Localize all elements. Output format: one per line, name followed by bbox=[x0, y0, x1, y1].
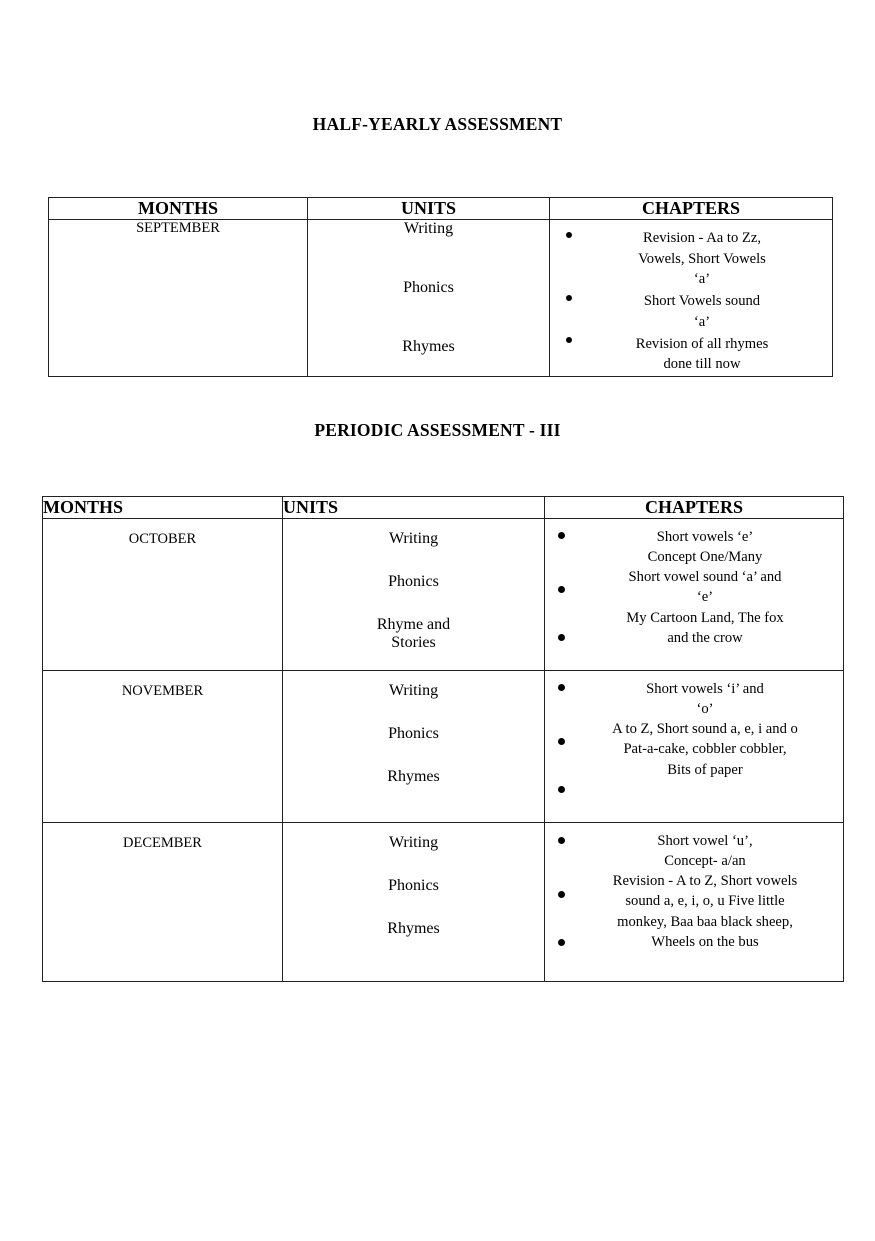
chapter-line: Short vowel ‘u’, bbox=[657, 833, 753, 849]
bullet-icon bbox=[566, 337, 572, 343]
chapter-line: ‘o’ bbox=[696, 701, 714, 718]
unit-item-line: Stories bbox=[391, 634, 436, 651]
chapters-text bbox=[545, 671, 843, 780]
chapter-line: Short Vowels sound bbox=[643, 293, 761, 310]
chapters-cell bbox=[545, 671, 844, 823]
bullet-icon bbox=[558, 939, 565, 946]
column-header-months: MONTHS bbox=[43, 497, 283, 519]
chapter-line: done till now bbox=[663, 356, 741, 373]
chapter-line: Concept- a/an bbox=[664, 853, 746, 870]
bullet-icon bbox=[558, 532, 565, 539]
units-cell bbox=[283, 671, 545, 823]
bullet-gutter bbox=[545, 671, 579, 822]
section-title-half-yearly: HALF-YEARLY ASSESSMENT bbox=[312, 114, 563, 134]
chapter-list-item bbox=[560, 334, 826, 375]
chapter-line: Short vowels ‘e’ bbox=[656, 529, 754, 545]
chapters-list bbox=[550, 220, 832, 375]
chapter-line: Revision - Aa to Zz, bbox=[643, 230, 761, 246]
month-cell: OCTOBER bbox=[43, 519, 283, 671]
units-cell bbox=[308, 220, 550, 377]
bullet-icon bbox=[558, 786, 565, 793]
bullet-gutter bbox=[545, 519, 579, 670]
bullet-icon bbox=[558, 634, 565, 641]
half-yearly-assessment-table bbox=[48, 197, 833, 377]
column-header-months: MONTHS bbox=[49, 198, 308, 220]
chapter-line: ‘a’ bbox=[693, 313, 711, 330]
unit-item: Rhymes bbox=[402, 338, 455, 355]
bullet-icon bbox=[558, 837, 565, 844]
chapter-line: Wheels on the bus bbox=[651, 933, 759, 950]
chapters-text bbox=[545, 519, 843, 648]
table-row bbox=[49, 220, 833, 377]
bullet-icon bbox=[566, 232, 572, 238]
chapter-line: Vowels, Short Vowels bbox=[638, 250, 766, 267]
column-header-units: UNITS bbox=[308, 198, 550, 220]
chapter-line: ‘a’ bbox=[693, 271, 711, 288]
chapters-cell bbox=[545, 823, 844, 982]
unit-item bbox=[283, 616, 544, 652]
chapter-line: ‘e’ bbox=[696, 589, 714, 606]
chapter-line: My Cartoon Land, The fox bbox=[626, 609, 784, 626]
unit-item: Writing bbox=[388, 834, 439, 851]
unit-item: Writing bbox=[388, 530, 439, 547]
chapters-content bbox=[545, 823, 843, 981]
chapter-line: Short vowels ‘i’ and bbox=[646, 681, 764, 697]
column-header-chapters: CHAPTERS bbox=[545, 497, 844, 519]
table-row bbox=[43, 519, 844, 671]
month-cell: DECEMBER bbox=[43, 823, 283, 982]
chapters-content bbox=[545, 671, 843, 822]
chapter-list-item bbox=[560, 291, 826, 332]
units-cell bbox=[283, 519, 545, 671]
bullet-icon bbox=[566, 295, 572, 301]
unit-item: Writing bbox=[403, 220, 454, 237]
chapter-line: A to Z, Short sound a, e, i and o bbox=[612, 721, 798, 738]
table-row bbox=[43, 671, 844, 823]
bullet-icon bbox=[558, 891, 565, 898]
chapter-line: sound a, e, i, o, u Five little bbox=[625, 893, 785, 910]
unit-item: Rhymes bbox=[387, 768, 440, 785]
month-cell: NOVEMBER bbox=[43, 671, 283, 823]
column-header-units: UNITS bbox=[283, 497, 545, 519]
unit-item: Phonics bbox=[403, 279, 454, 296]
table-header-row bbox=[43, 497, 844, 519]
unit-item: Rhymes bbox=[387, 920, 440, 937]
units-cell bbox=[283, 823, 545, 982]
unit-item: Phonics bbox=[388, 877, 439, 894]
chapter-line: Concept One/Many bbox=[647, 549, 763, 566]
chapter-line: Short vowel sound ‘a’ and bbox=[628, 569, 782, 586]
chapter-line: Pat-a-cake, cobbler cobbler, bbox=[623, 741, 787, 758]
chapter-line: and the crow bbox=[667, 629, 743, 646]
bullet-gutter bbox=[545, 823, 579, 981]
chapter-line: Revision - A to Z, Short vowels bbox=[612, 873, 798, 890]
chapters-cell bbox=[545, 519, 844, 671]
table-row bbox=[43, 823, 844, 982]
periodic-assessment-table bbox=[42, 496, 844, 982]
bullet-icon bbox=[558, 586, 565, 593]
bullet-icon bbox=[558, 684, 565, 691]
unit-item: Phonics bbox=[388, 725, 439, 742]
chapter-line: Revision of all rhymes bbox=[635, 335, 769, 352]
month-cell: SEPTEMBER bbox=[49, 220, 308, 377]
chapters-text bbox=[545, 823, 843, 952]
chapters-content bbox=[545, 519, 843, 670]
section-title-periodic: PERIODIC ASSESSMENT - III bbox=[314, 420, 561, 440]
column-header-chapters: CHAPTERS bbox=[550, 198, 833, 220]
chapters-cell bbox=[550, 220, 833, 377]
chapter-line: monkey, Baa baa black sheep, bbox=[617, 913, 793, 930]
unit-item-line: Rhyme and bbox=[376, 616, 451, 633]
unit-item: Phonics bbox=[388, 573, 439, 590]
table-header-row bbox=[49, 198, 833, 220]
unit-item: Writing bbox=[388, 682, 439, 699]
bullet-icon bbox=[558, 738, 565, 745]
chapter-line: Bits of paper bbox=[667, 761, 743, 778]
chapter-list-item bbox=[560, 228, 826, 290]
